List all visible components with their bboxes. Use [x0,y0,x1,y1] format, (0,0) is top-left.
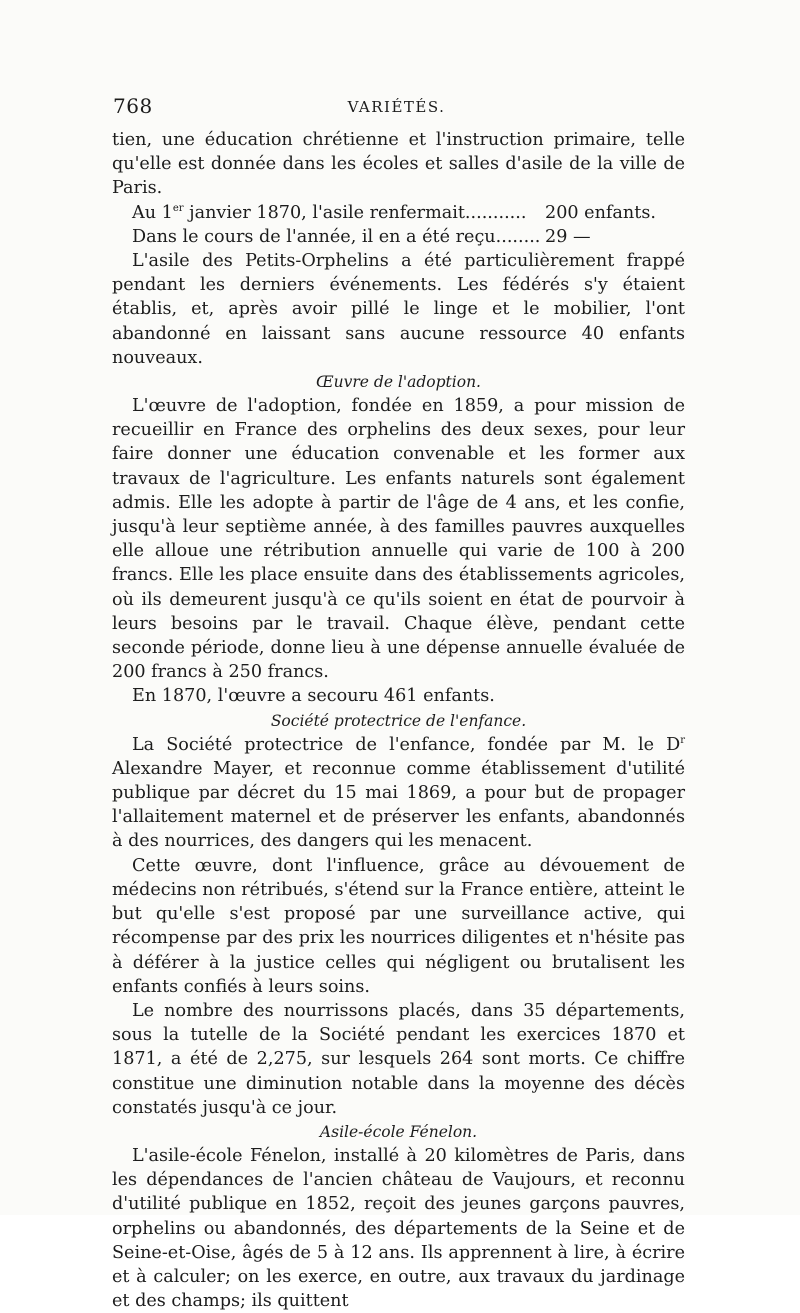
paragraph-protectrice [112,733,685,854]
section-heading-protectrice: Société protectrice de l'enfance. [270,711,527,730]
text-part: La Société protectrice de l'enfance, fondée par M. le D [132,734,681,755]
paragraph-influence: Cette œuvre, dont l'influence, grâce au dévouement de médecins non rétribués, s'étend sur la France entière, atteint le but qu'elle s'est proposé par une surveillance active, qui récompense par des prix les nourrices diligentes et n'hésite pas à déférer à la justice celles qui négligent ou brutalisent les enfants confiés à leurs soins. [112,855,685,997]
stat-value: 29 — [545,226,591,247]
stat-label [132,201,545,225]
paragraph-continuation: tien, une éducation chrétienne et l'instruction primaire, telle qu'elle est donnée dans les écoles et salles d'asile de la ville de Paris. [112,130,685,199]
body-text [112,128,685,1313]
stat-line-january [112,201,685,225]
stat-label-part: janvier 1870, l'asile renfermait........... [183,202,527,223]
stat-label-part: Au 1 [132,202,173,223]
stat-label-superscript: er [172,202,184,214]
section-heading-adoption: Œuvre de l'adoption. [316,373,481,392]
running-head: VARIÉTÉS. [347,98,446,116]
paragraph-nourrissons: Le nombre des nourrissons placés, dans 35 départements, sous la tutelle de la Société pendant les exercices 1870 et 1871, a été de 2,275, sur lesquels 264 sont morts. Ce chiffre constitue une diminution notable dans la moyenne des décès constatés jusqu'à ce jour. [112,1000,685,1118]
section-heading-fenelon: Asile-école Fénelon. [319,1122,478,1141]
paragraph-adoption-1870: En 1870, l'œuvre a secouru 461 enfants. [132,686,495,707]
paragraph-fenelon: L'asile-école Fénelon, installé à 20 kilomètres de Paris, dans les dépendances de l'ancien château de Vaujours, et reconnu d'utilité publique en 1852, reçoit des jeunes garçons pauvres, orphelins ou abandonnés, des départements de la Seine et de Seine-et-Oise, âgés de 5 à 12 ans. Ils apprennent à lire, à écrire et à calculer; on les exerce, en outre, aux travaux du jardinage et des champs; ils quittent [112,1145,685,1312]
paragraph-adoption: L'œuvre de l'adoption, fondée en 1859, a pour mission de recueillir en France des orphelins des deux sexes, pour leur faire donner une éducation convenable et les former aux travaux de l'agriculture. Les enfants naturels sont également admis. Elle les adopte à partir de l'âge de 4 ans, et les confie, jusqu'à leur septième année, à des familles pauvres auxquelles elle alloue une rétribution annuelle qui varie de 100 à 200 francs. Elle les place ensuite dans des établissements agricoles, où ils demeurent jusqu'à ce qu'ils soient en état de pourvoir à leurs besoins par le travail. Chaque élève, pendant cette seconde période, donne lieu à une dépense annuelle évaluée de 200 francs à 250 francs. [112,396,685,683]
page-number: 768 [113,94,153,118]
page-header [113,94,680,122]
text-part: Alexandre Mayer, et reconnue comme établissement d'utilité publique par décret du 15 mai 1869, a pour but de propager l'allaitement maternel et de préserver les enfants, abandonnés à des nourrices, des dangers qui les menacent. [112,758,685,852]
stat-line-received [112,225,685,249]
paragraph-petits-orphelins: L'asile des Petits-Orphelins a été particulièrement frappé pendant les derniers événements. Les fédérés s'y étaient établis, et, après avoir pillé le linge et le mobilier, l'ont abandonné en laissant sans aucune ressource 40 enfants nouveaux. [112,251,685,368]
stat-label: Dans le cours de l'année, il en a été reçu........ [132,226,541,247]
stat-value: 200 enfants. [545,202,656,223]
text-superscript: r [680,734,685,746]
